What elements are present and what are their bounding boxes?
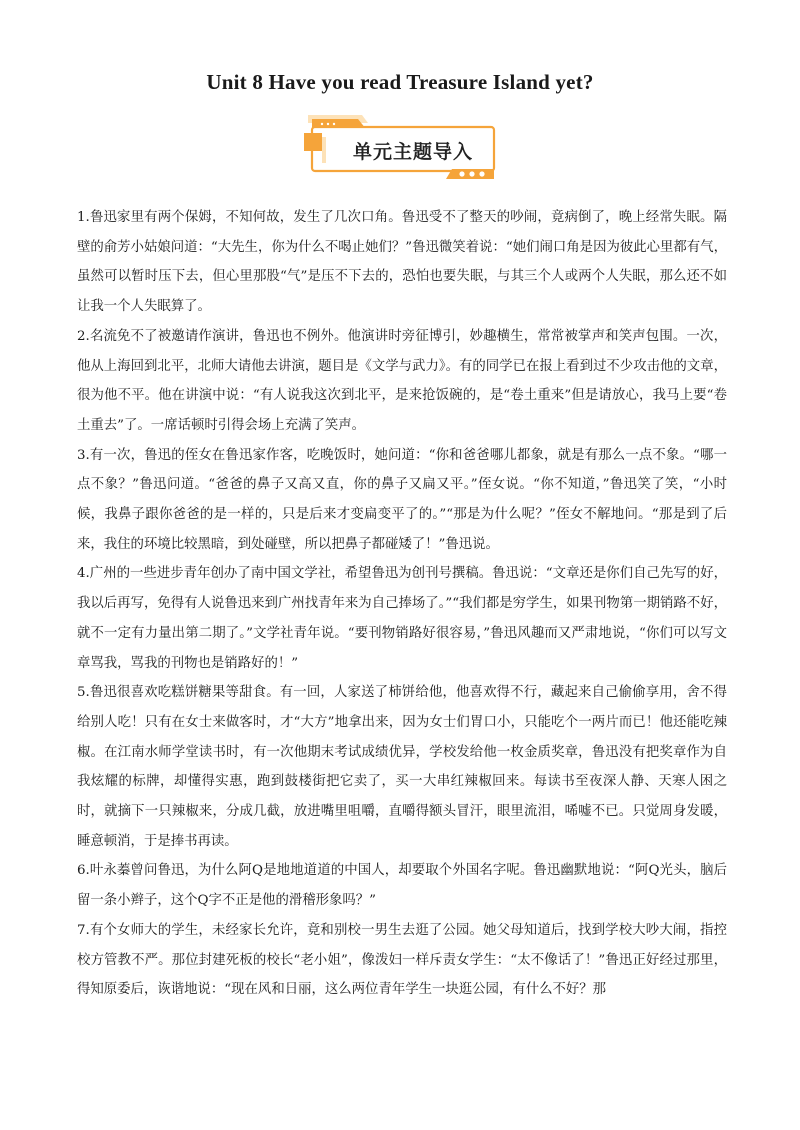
- paragraph-5: 5.鲁迅很喜欢吃糕饼糖果等甜食。有一回，人家送了柿饼给他，他喜欢得不行，藏起来自己偷偷享用，舍不得给别人吃！只有在女士来做客时，才“大方”地拿出来，因为女士们胃口小，只能吃个一两片而已！他还能吃辣椒。在江南水师学堂读书时，有一次他期末考试成绩优异，学校发给他一枚金质奖章，鲁迅没有把奖章作为自我炫耀的标牌，却懂得实惠，跑到鼓楼街把它卖了，买一大串红辣椒回来。每读书至夜深人静、天寒人困之时，就摘下一只辣椒来，分成几截，放进嘴里咀嚼，直嚼得额头冒汗，眼里流泪，唏嘘不已。只觉周身发暖，睡意顿消，于是捧书再读。: [77, 685, 727, 849]
- paragraph-1: 1.鲁迅家里有两个保姆，不知何故，发生了几次口角。鲁迅受不了整天的吵闹，竟病倒了，晚上经常失眠。隔壁的俞芳小姑娘问道：“大先生，你为什么不喝止她们？”鲁迅微笑着说：“她们闹口角是因为彼此心里都有气，虽然可以暂时压下去，但心里那股“气”是压不下去的，恐怕也要失眠，与其三个人或两个人失眠，那么还不如让我一个人失眠算了。: [77, 210, 727, 315]
- section-banner: [302, 113, 498, 181]
- paragraph-6: 6.叶永蓁曾问鲁迅，为什么阿Q是地地道道的中国人，却要取个外国名字呢。鲁迅幽默地说：“阿Q光头，脑后留一条小辫子，这个Q字不正是他的滑稽形象吗？”: [77, 863, 727, 909]
- document-body: [77, 203, 727, 1005]
- banner-label: 单元主题导入: [352, 141, 473, 163]
- paragraph-3: 3.有一次，鲁迅的侄女在鲁迅家作客，吃晚饭时，她问道：“你和爸爸哪儿都象，就是有那么一点不象。“哪一点不象？”鲁迅问道。“爸爸的鼻子又高又直，你的鼻子又扁又平。”侄女说。“你不知道，”鲁迅笑了笑，“小时候，我鼻子跟你爸爸的是一样的，只是后来才变扁变平了的。”“那是为什么呢？”侄女不解地问。“那是到了后来，我住的环境比较黑暗，到处碰壁，所以把鼻子都碰矮了！”鲁迅说。: [77, 447, 727, 552]
- paragraph-2: 2.名流免不了被邀请作演讲，鲁迅也不例外。他演讲时旁征博引，妙趣横生，常常被掌声和笑声包围。一次，他从上海回到北平，北师大请他去讲演，题目是《文学与武力》。有的同学已在报上看到过不少攻击他的文章，很为他不平。他在讲演中说：“有人说我这次到北平，是来抢饭碗的，是“卷土重来”但是请放心，我马上要“卷土重去”了。一席话顿时引得会场上充满了笑声。: [77, 328, 727, 433]
- paragraph-7: 7.有个女师大的学生，未经家长允许，竟和别校一男生去逛了公园。她父母知道后，找到学校大吵大闹，指控校方管教不严。那位封建死板的校长“老小姐”，像泼妇一样斥责女学生：“太不像话了！”鲁迅正好经过那里，得知原委后，诙谐地说：“现在风和日丽，这么两位青年学生一块逛公园，有什么不好？那: [77, 922, 727, 998]
- paragraph-4: 4.广州的一些进步青年创办了南中国文学社，希望鲁迅为创刊号撰稿。鲁迅说：“文章还是你们自己先写的好，我以后再写，免得有人说鲁迅来到广州找青年来为自己捧场了。”“我们都是穷学生，如果刊物第一期销路不好，就不一定有力量出第二期了。”文学社青年说。“要刊物销路好很容易，”鲁迅风趣而又严肃地说，“你们可以写文章骂我，骂我的刊物也是销路好的！”: [77, 566, 727, 671]
- document-title: Unit 8 Have you read Treasure Island yet?: [206, 70, 594, 94]
